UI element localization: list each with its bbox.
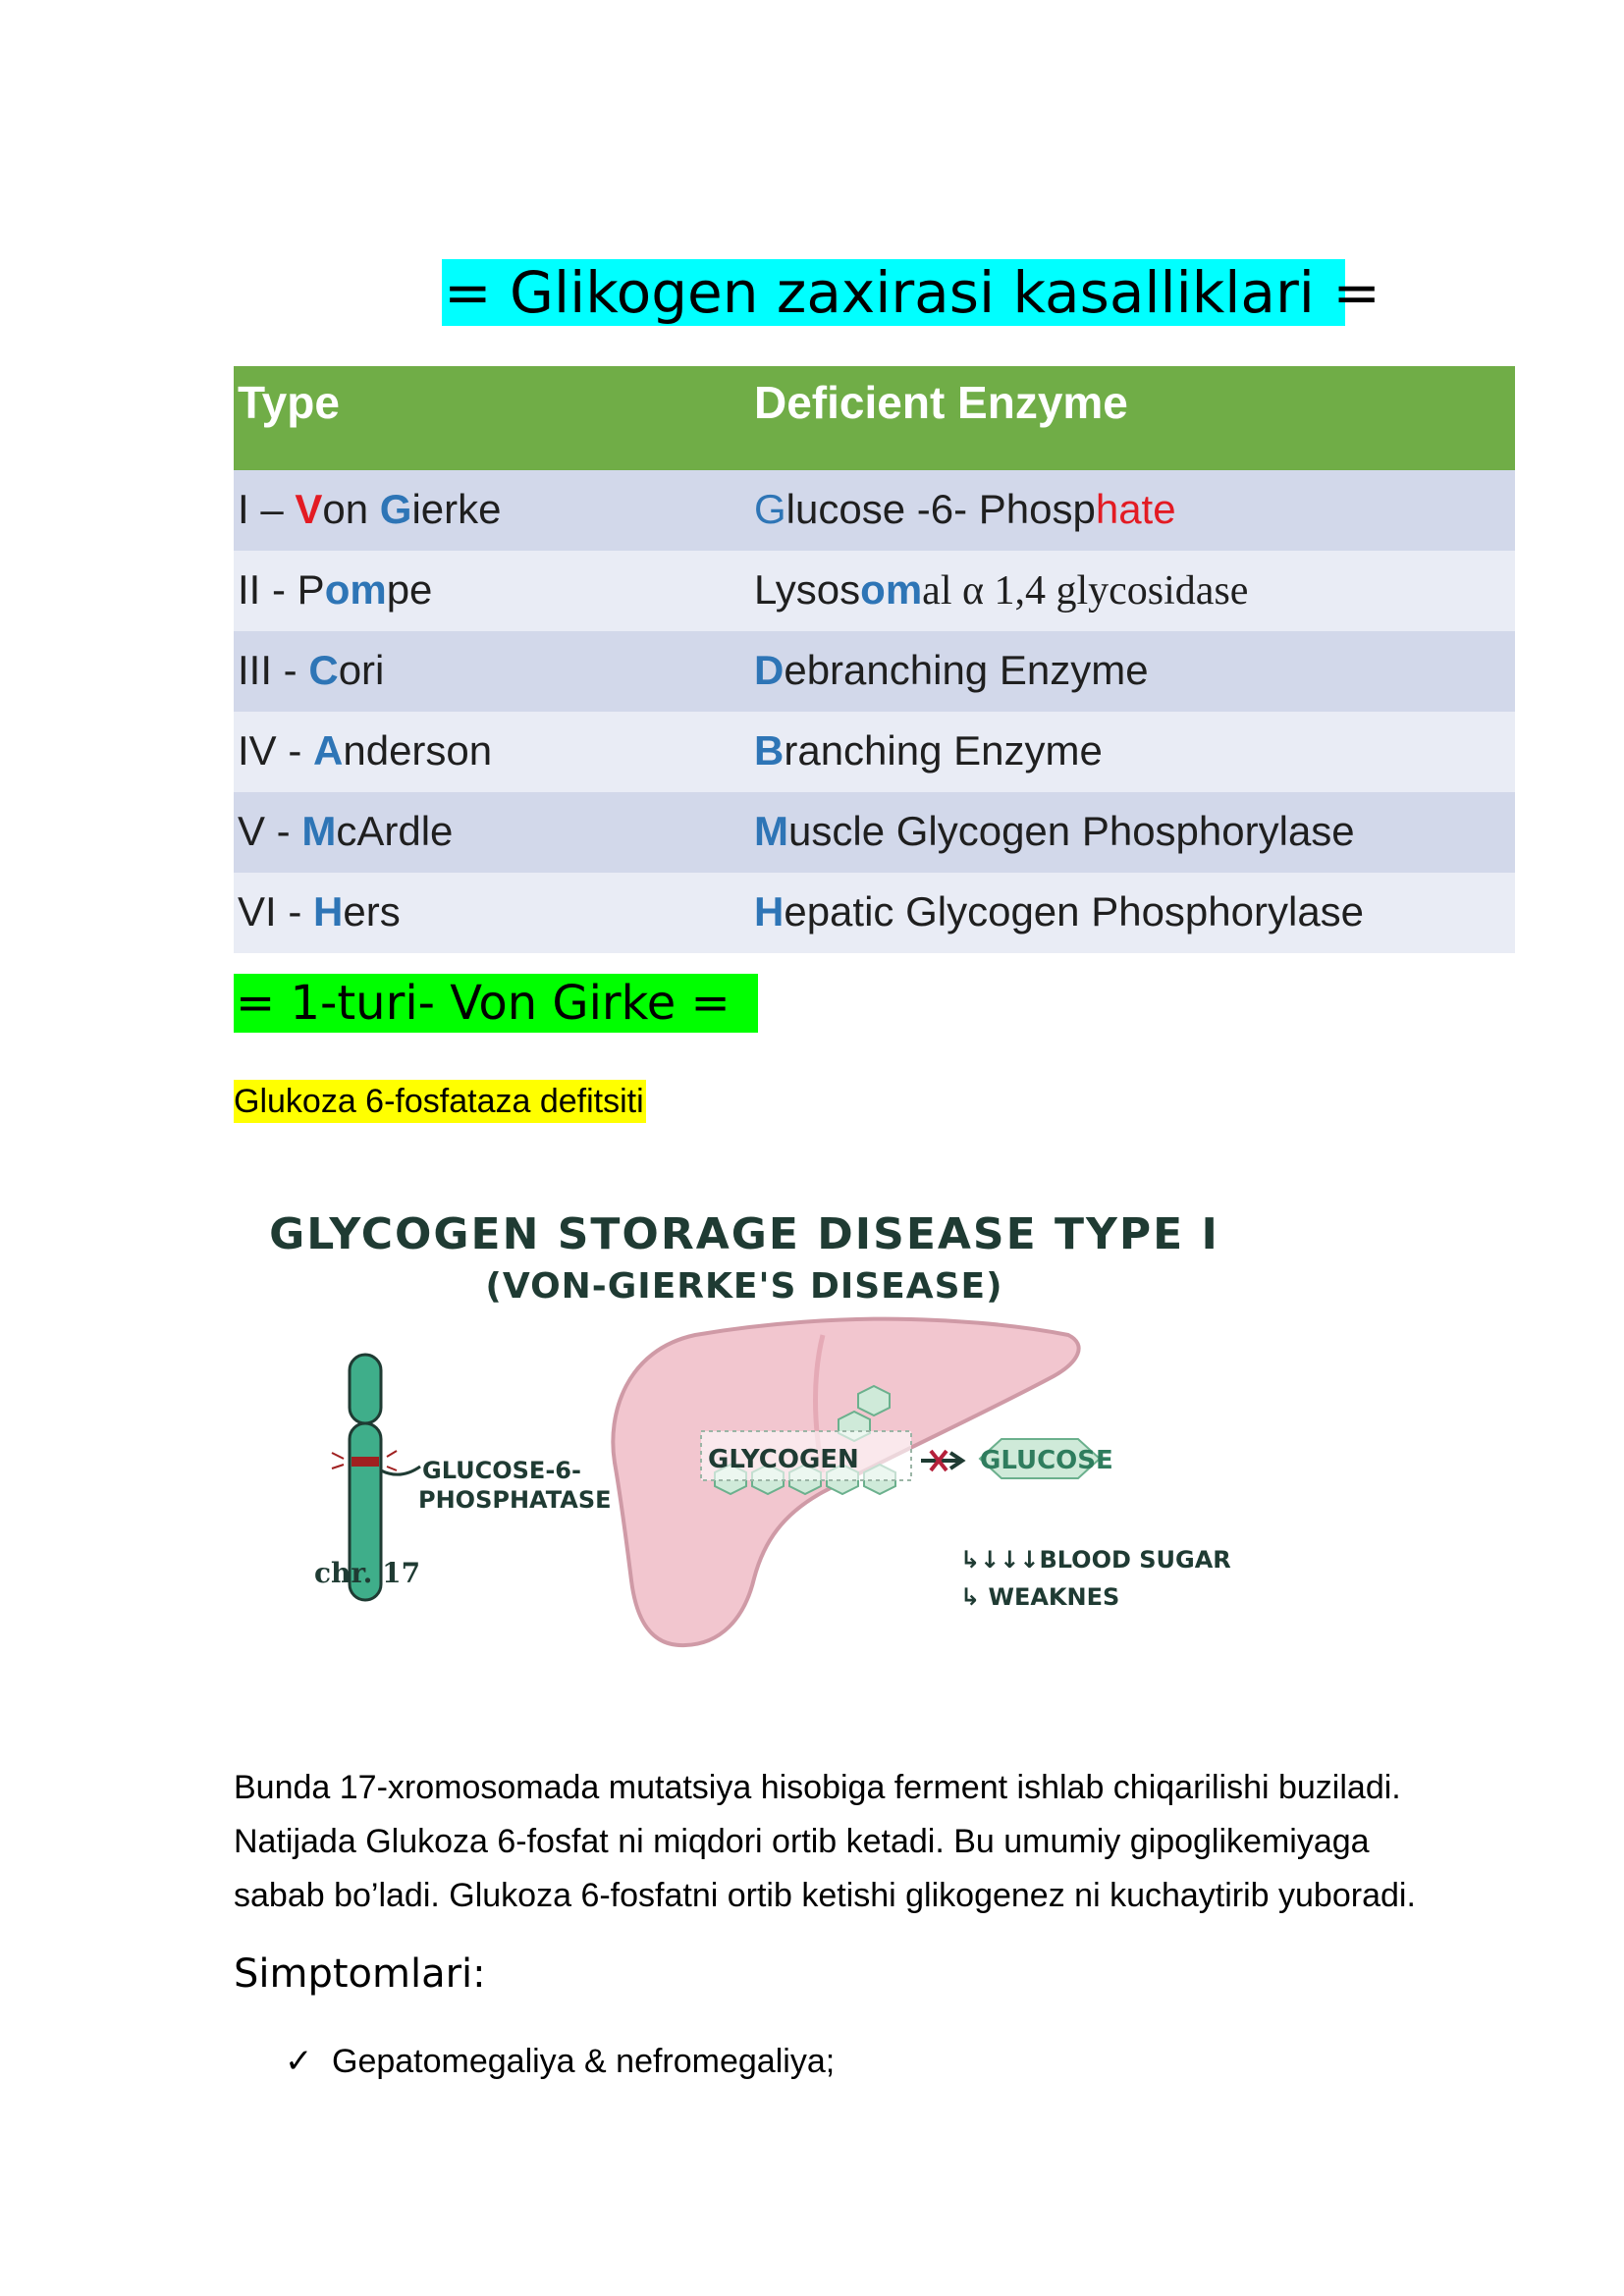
enzyme-cell: Glucose -6- Phosphate xyxy=(754,486,1176,532)
type-cell: VI - Hers xyxy=(238,888,401,934)
table-header xyxy=(234,366,1515,470)
highlight-note: Glukoza 6-fosfataza defitsiti xyxy=(234,1080,646,1123)
table-row xyxy=(234,470,1515,551)
gsd-illustration xyxy=(234,1188,1284,1649)
paragraph-line: Natijada Glukoza 6-fosfat ni miqdori ortib ketadi. Bu umumiy gipoglikemiyaga xyxy=(234,1823,1370,1860)
list-item xyxy=(285,2042,835,2081)
enzyme-cell: Lysosomal α 1,4 glycosidase xyxy=(754,566,1249,614)
effect-label: ↳↓↓↓BLOOD SUGAR xyxy=(960,1546,1231,1574)
figure-subtitle: (VON-GIERKE'S DISEASE) xyxy=(485,1266,1003,1307)
type-cell: II - Pompe xyxy=(238,566,433,613)
effect-label: ↳ WEAKNES xyxy=(960,1583,1120,1611)
table-row xyxy=(234,712,1515,792)
table-row xyxy=(234,792,1515,873)
section-heading: = 1-turi- Von Girke = xyxy=(234,974,758,1033)
gene-label: GLUCOSE-6- xyxy=(422,1457,581,1484)
figure-title: GLYCOGEN STORAGE DISEASE TYPE I xyxy=(269,1209,1219,1259)
symptoms-heading: Simptomlari: xyxy=(234,1951,486,1997)
enzyme-cell: Branching Enzyme xyxy=(754,727,1103,774)
glycogen-label: GLYCOGEN xyxy=(708,1445,859,1474)
glucose-label: GLUCOSE xyxy=(980,1446,1113,1475)
check-icon: ✓ xyxy=(285,2043,313,2080)
enzyme-table xyxy=(234,366,1515,953)
description-paragraph xyxy=(234,1761,1510,1923)
table-row xyxy=(234,631,1515,712)
blocked-arrow-icon xyxy=(921,1451,962,1470)
document-title: = Glikogen zaxirasi kasalliklari = xyxy=(444,259,1380,326)
type-cell: IV - Anderson xyxy=(238,727,493,774)
header-enzyme: Deficient Enzyme xyxy=(754,377,1128,428)
gene-label: PHOSPHATASE xyxy=(418,1486,612,1514)
chromosome-label: chr. 17 xyxy=(314,1557,421,1589)
type-cell: III - Cori xyxy=(238,647,385,693)
enzyme-cell: Debranching Enzyme xyxy=(754,647,1149,693)
paragraph-line: sabab bo’ladi. Glukoza 6-fosfatni ortib ketishi glikogenez ni kuchaytirib yuboradi. xyxy=(234,1877,1416,1914)
paragraph-line: Bunda 17-xromosomada mutatsiya hisobiga ferment ishlab chiqarilishi buziladi. xyxy=(234,1769,1401,1806)
header-type: Type xyxy=(238,377,340,428)
table-row xyxy=(234,873,1515,953)
list-item-text: Gepatomegaliya & nefromegaliya; xyxy=(332,2043,836,2080)
type-cell: V - McArdle xyxy=(238,808,454,854)
type-cell: I – Von Gierke xyxy=(238,486,502,532)
enzyme-cell: Hepatic Glycogen Phosphorylase xyxy=(754,888,1365,934)
table-row xyxy=(234,551,1515,631)
enzyme-cell: Muscle Glycogen Phosphorylase xyxy=(754,808,1355,854)
